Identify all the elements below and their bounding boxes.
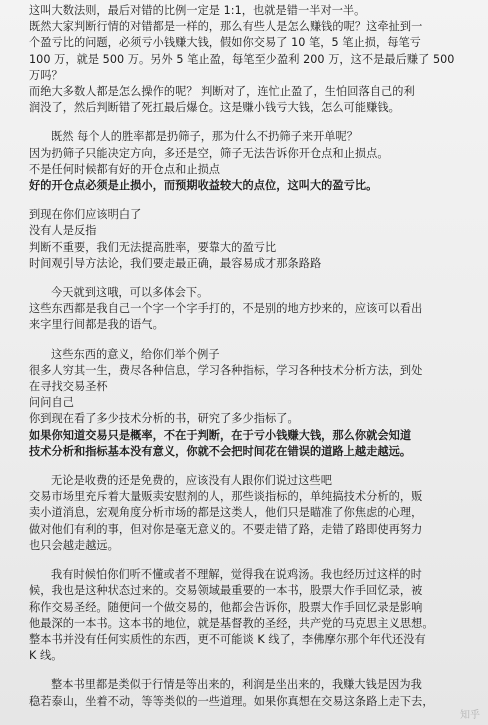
text-line: 候，我也是这种状态过来的。交易领域最重要的一本书，股票大作手回忆录，被 bbox=[29, 584, 423, 598]
text-line: 万吗？ bbox=[29, 68, 63, 82]
text-line: 整本书里都是类似于行情是等出来的，利润是坐出来的，我赚大钱是因为我 bbox=[51, 678, 422, 692]
text-line: 卖小道消息，宏观角度分析市场的都是这类人，他们只是瞄准了你焦虑的心理， bbox=[29, 506, 423, 520]
text-line: 到现在你们应该明白了 bbox=[29, 208, 142, 222]
paragraph-gap bbox=[29, 116, 474, 129]
text-line: 这些东西都是我自己一个字一个字手打的，不是别的地方抄来的，应该可以看出 bbox=[29, 302, 423, 316]
text-line: 因为扔筛子只能决定方向，多还是空，筛子无法告诉你开仓点和止损点。 bbox=[29, 146, 389, 160]
watermark: 知乎 bbox=[460, 710, 480, 721]
text-line: 技术分析和指标基本没有意义，你就不会把时间花在错误的道路上越走越远。 bbox=[29, 444, 412, 458]
text-line: 个盈亏比的问题，必须亏小钱赚大钱，假如你交易了 10 笔，5 笔止损，每笔亏 bbox=[29, 36, 421, 50]
text-line: 问问自己 bbox=[29, 396, 74, 410]
text-line: 今天就到这哦，可以多体会下。 bbox=[51, 286, 209, 300]
text-line: 没有人是反指 bbox=[29, 224, 97, 238]
text-line: 整本书并没有任何实质性的东西，更不可能谈 K 线了，李佛摩尔那个年代还没有 bbox=[29, 632, 426, 646]
text-line: 不是任何时候都有好的开仓点和止损点 bbox=[29, 162, 221, 176]
paragraph-gap bbox=[29, 554, 474, 567]
text-line: K 线。 bbox=[29, 649, 63, 663]
text-line: 来字里行间都是我的语气。 bbox=[29, 318, 164, 332]
text-line: 100 万，就是 500 万。另外 5 笔止盈，每笔至少盈利 200 万，这不是最后赚了 500 bbox=[29, 52, 455, 66]
text-line: 稳若泰山，坐着不动，等等类似的一些道理。如果你真想在交易这条路上走下去， bbox=[29, 694, 434, 708]
text-line: 这些东西的意义，给你们举个例子 bbox=[51, 347, 220, 361]
text-line: 判断不重要，我们无法提高胜率，要靠大的盈亏比 bbox=[29, 240, 277, 254]
paragraph-gap bbox=[29, 194, 474, 207]
text-line: 而绝大多数人都是怎么操作的呢？ 判断对了，连忙止盈了，生怕回落自己的利 bbox=[29, 85, 415, 99]
text-line: 交易市场里充斥着大量贩卖安慰剂的人，那些谈指标的，单纯搞技术分析的，贩 bbox=[29, 490, 423, 504]
paragraph-gap bbox=[29, 272, 474, 285]
text-line: 我有时候怕你们听不懂或者不理解，觉得我在说鸡汤。我也经历过这样的时 bbox=[51, 568, 422, 582]
paragraph-gap bbox=[29, 334, 474, 347]
text-line: 时间观引导方法论，我们要走最正确，最容易成才那条路路 bbox=[29, 256, 322, 270]
text-line: 称作交易圣经。随便问一个做交易的，他都会告诉你，股票大作手回忆录是影响 bbox=[29, 600, 423, 614]
text-line: 好的开仓点必须是止损小，而预期收益较大的点位，这叫大的盈亏比。 bbox=[29, 179, 378, 193]
text-line: 他最深的一本书。这本书的地位，就是基督教的圣经，共产党的马克思主义思想。 bbox=[29, 616, 434, 630]
text-line: 既然大家判断行情的对错都是一样的，那么有些人是怎么赚钱的呢？这牵扯到一 bbox=[29, 20, 423, 34]
article-body bbox=[29, 3, 474, 710]
paragraph-gap bbox=[29, 460, 474, 473]
text-line: 无论是收费的还是免费的，应该没有人跟你们说过这些吧 bbox=[51, 474, 332, 488]
text-line: 既然 每个人的胜率都是扔筛子，那为什么不扔筛子来开单呢？ bbox=[51, 130, 359, 144]
text-line: 很多人穷其一生，费尽各种信息，学习各种指标，学习各种技术分析方法，到处 bbox=[29, 363, 423, 377]
text-line: 做对他们有利的事，但对你是毫无意义的。不要走错了路，走错了路即使再努力 bbox=[29, 522, 423, 536]
text-line: 这叫大数法则，最后对错的比例一定是 1:1，也就是错一半对一半。 bbox=[29, 4, 366, 17]
paragraph-gap bbox=[29, 664, 474, 677]
text-line: 你到现在看了多少技术分析的书，研究了多少指标了。 bbox=[29, 412, 299, 426]
text-line: 如果你知道交易只是概率，不在于判断，在于亏小钱赚大钱，那么你就会知道 bbox=[29, 428, 412, 442]
text-line: 润没了，然后判断错了死扛最后爆仓。这是赚小钱亏大钱，怎么可能赚钱。 bbox=[29, 101, 400, 115]
text-line: 也只会越走越远。 bbox=[29, 538, 119, 552]
text-line: 在寻找交易圣杯 bbox=[29, 380, 108, 394]
